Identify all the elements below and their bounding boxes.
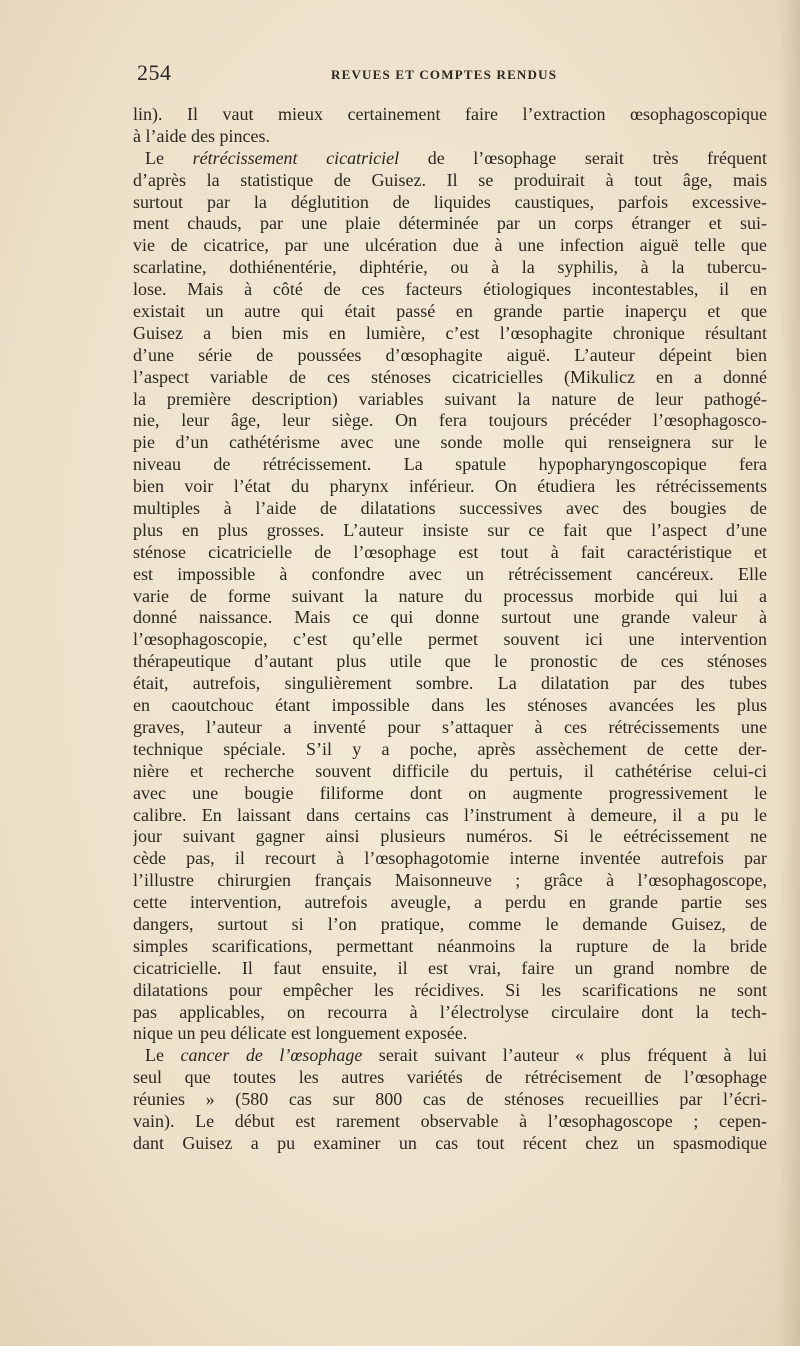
body-text	[133, 104, 767, 1155]
running-title: REVUES ET COMPTES RENDUS	[331, 67, 558, 82]
text-line: sténose cicatricielle de l’œsophage est tout à fait caractéristique et	[133, 541, 767, 562]
text-line: l’aspect variable de ces sténoses cicatricielles (Mikulicz en a donné	[133, 366, 767, 387]
text-line: d’après la statistique de Guisez. Il se produirait à tout âge, mais	[133, 169, 767, 190]
text-line: réunies » (580 cas sur 800 cas de sténoses recueillies par l’écri-	[133, 1089, 767, 1110]
text-line: dangers, surtout si l’on pratique, comme le demande Guisez, de	[133, 913, 767, 934]
text-line: dant Guisez a pu examiner un cas tout récent chez un spasmodique	[133, 1132, 767, 1153]
text-line: cette intervention, autrefois aveugle, a perdu en grande partie ses	[133, 892, 767, 913]
text-line: à l’aide des pinces.	[133, 125, 270, 146]
text-run: de l’œsophage serait très fréquent	[399, 147, 767, 168]
text-line: thérapeutique d’autant plus utile que le pronostic de ces sténoses	[133, 651, 767, 672]
text-line: multiples à l’aide de dilatations successives avec des bougies de	[133, 498, 767, 519]
text-line: l’œsophagoscopie, c’est qu’elle permet souvent ici une intervention	[133, 629, 767, 650]
text-line: nière et recherche souvent difficile du pertuis, il cathétérise celui-ci	[133, 760, 767, 781]
text-line: simples scarifications, permettant néanmoins la rupture de la bride	[133, 935, 767, 956]
text-line: pie d’un cathétérisme avec une sonde molle qui renseignera sur le	[133, 432, 767, 453]
text-line: en caoutchouc étant impossible dans les sténoses avancées les plus	[133, 695, 767, 716]
text-line: l’illustre chirurgien français Maisonneuve ; grâce à l’œsophagoscope,	[133, 870, 767, 891]
text-line: dilatations pour empêcher les récidives. Si les scarifications ne sont	[133, 979, 767, 1000]
text-line: lose. Mais à côté de ces facteurs étiologiques incontestables, il en	[133, 279, 767, 300]
text-line: technique spéciale. S’il y a poche, après assèchement de cette der-	[133, 738, 767, 759]
page-number: 254	[137, 60, 172, 85]
text-line: d’une série de poussées d’œsophagite aiguë. L’auteur dépeint bien	[133, 344, 767, 365]
text-line: vie de cicatrice, par une ulcération due à une infection aiguë telle que	[133, 235, 767, 256]
text-line: bien voir l’état du pharynx inférieur. On étudiera les rétrécissements	[133, 476, 767, 497]
text-line: était, autrefois, singulièrement sombre. La dilatation par des tubes	[133, 673, 767, 694]
text-line: nique un peu délicate est longuement exposée.	[133, 1023, 468, 1044]
text-line: graves, l’auteur a inventé pour s’attaquer à ces rétrécissements une	[133, 716, 767, 737]
text-run: serait suivant l’auteur « plus fréquent à lui	[362, 1045, 767, 1066]
text-line: Guisez a bien mis en lumière, c’est l’œsophagite chronique résultant	[133, 322, 767, 343]
text-line: vain). Le début est rarement observable à l’œsophagoscope ; cepen-	[133, 1110, 767, 1131]
text-line: niveau de rétrécissement. La spatule hypopharyngoscopique fera	[133, 454, 767, 475]
page-edge-shadow	[778, 0, 800, 1346]
text-line: calibre. En laissant dans certains cas l’instrument à demeure, il a pu le	[133, 804, 767, 825]
text-line: jour suivant gagner ainsi plusieurs numéros. Si le eétrécissement ne	[133, 826, 767, 847]
text-line: varie de forme suivant la nature du processus morbide qui lui a	[133, 585, 767, 606]
text-line: la première description) variables suivant la nature de leur pathogé-	[133, 388, 767, 409]
text-line: seul que toutes les autres variétés de rétrécisement de l’œsophage	[133, 1067, 767, 1088]
text-line: donné naissance. Mais ce qui donne surtout une grande valeur à	[133, 607, 767, 628]
paragraph-start-line	[133, 148, 767, 170]
text-line: cède pas, il recourt à l’œsophagotomie interne inventée autrefois par	[133, 848, 767, 869]
paragraph-start-line	[133, 1045, 767, 1067]
running-head	[137, 60, 767, 90]
text-run: Le	[145, 1045, 181, 1066]
text-line: est impossible à confondre avec un rétrécissement cancéreux. Elle	[133, 563, 767, 584]
text-line: cicatricielle. Il faut ensuite, il est vrai, faire un grand nombre de	[133, 957, 767, 978]
text-line: lin). Il vaut mieux certainement faire l’extraction œsophagoscopique	[133, 104, 767, 124]
text-line: pas applicables, on recourra à l’électrolyse circulaire dont la tech-	[133, 1001, 767, 1022]
text-line: plus en plus grosses. L’auteur insiste sur ce fait que l’aspect d’une	[133, 519, 767, 540]
italic-term: cancer de l’œsophage	[180, 1045, 363, 1066]
text-line: scarlatine, dothiénentérie, diphtérie, ou à la syphilis, à la tubercu-	[133, 257, 767, 278]
text-run: Le	[145, 147, 193, 168]
italic-term: rétrécissement cicatriciel	[192, 147, 400, 168]
text-line: ment chauds, par une plaie déterminée par un corps étranger et sui-	[133, 213, 767, 234]
text-line: avec une bougie filiforme dont on augmente progressivement le	[133, 782, 767, 803]
text-line: nie, leur âge, leur siège. On fera toujours précéder l’œsophagosco-	[133, 410, 767, 431]
text-line: existait un autre qui était passé en grande partie inaperçu et que	[133, 301, 767, 322]
text-line: surtout par la déglutition de liquides caustiques, parfois excessive-	[133, 191, 767, 212]
